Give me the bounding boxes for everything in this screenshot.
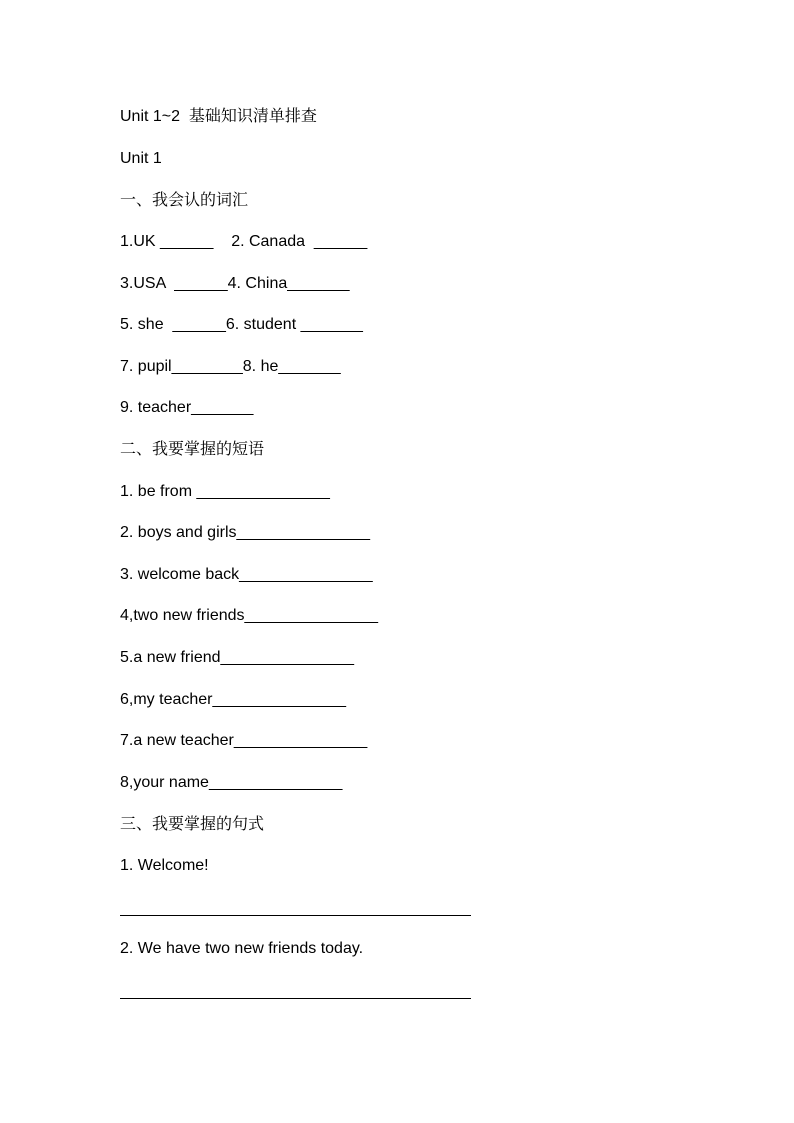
section-sentences-heading: 三、我要掌握的句式 — [120, 816, 265, 833]
sentence-item: 2. We have two new friends today. — [120, 940, 364, 957]
phrase-line: 2. boys and girls_______________ — [120, 524, 370, 541]
phrase-line: 7.a new teacher_______________ — [120, 732, 368, 749]
word-line: 3.USA ______4. China_______ — [120, 275, 350, 292]
section-phrases-heading: 二、我要掌握的短语 — [120, 441, 265, 458]
phrase-line: 5.a new friend_______________ — [120, 649, 354, 666]
page-title: Unit 1~2 基础知识清单排查 — [120, 108, 317, 125]
word-line: 7. pupil________8. he_______ — [120, 358, 341, 375]
word-line: 5. she ______6. student _______ — [120, 316, 363, 333]
phrase-line: 8,your name_______________ — [120, 774, 343, 791]
answer-line — [120, 915, 471, 916]
phrase-line: 1. be from _______________ — [120, 483, 330, 500]
word-line: 1.UK ______ 2. Canada ______ — [120, 233, 368, 250]
section-words-heading: 一、我会认的词汇 — [120, 192, 249, 209]
phrase-line: 4,two new friends_______________ — [120, 607, 378, 624]
answer-line — [120, 998, 471, 999]
phrase-line: 6,my teacher_______________ — [120, 691, 346, 708]
word-line: 9. teacher_______ — [120, 399, 254, 416]
sentence-item: 1. Welcome! — [120, 857, 209, 874]
phrase-line: 3. welcome back_______________ — [120, 566, 373, 583]
unit-heading: Unit 1 — [120, 150, 162, 167]
